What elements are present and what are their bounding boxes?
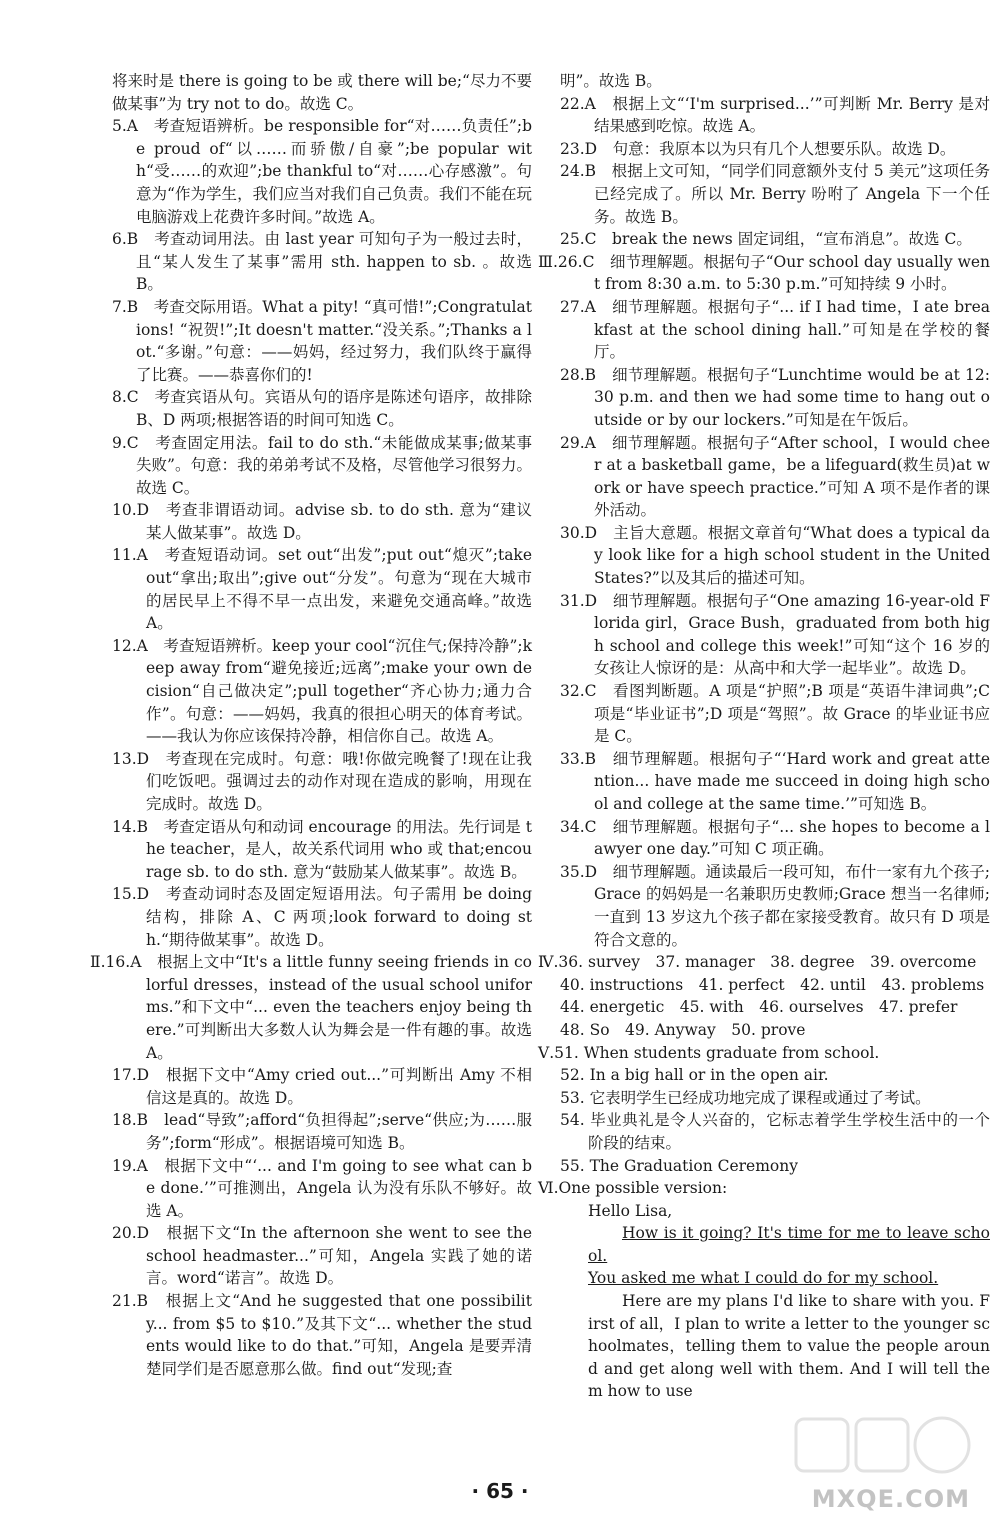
right-column-entry: 54. 毕业典礼是令人兴奋的，它标志着学生学校生活中的一个阶段的结束。	[560, 1111, 990, 1152]
right-column-entry: 31.D 细节理解题。根据句子“One amazing 16-year-old Florida girl，Grace Bush，graduated from both high school and college this week!”可知“这个 16 岁的女孩让人惊讶的是：从高中和大学一起毕业”。故选 D。	[560, 591, 990, 678]
letter-underlined-line-2: You asked me what I could do for my school.	[588, 1269, 939, 1288]
right-column-entry: 28.B 细节理解题。根据句子“Lunchtime would be at 12:30 p.m. and then we had some time to hang out outside or by our lockers.”可知是在午饭后。	[560, 365, 990, 429]
right-column-entry: 23.D 句意：我原本以为只有几个人想要乐队。故选 D。	[560, 139, 956, 158]
left-column-entry: 21.B 根据上文“And he suggested that one possibility... from $5 to $10.”及其下文“... whether the students would like to do that.”可知，Angela 是要弄清楚同学们是否愿意那么做。find out“发现;查	[112, 1292, 532, 1378]
watermark-logo	[788, 1413, 978, 1485]
left-column	[90, 70, 532, 1380]
right-column-entry: 52. In a big hall or in the open air.	[560, 1066, 829, 1085]
right-column-entry: Ⅳ.36. survey 37. manager 38. degree 39. overcome	[538, 953, 977, 972]
left-column-entry: Ⅱ.16.A 根据上文中“It's a little funny seeing friends in colorful dresses，instead of the usual school uniforms.”和下文中“... even the teachers enjoy being there.”可判断出大多数人认为舞会是一件有趣的事。故选 A。	[90, 953, 532, 1062]
right-column-entry: 明”。故选 B。	[560, 72, 662, 90]
right-column-entry: Ⅲ.26.C 细节理解题。根据句子“Our school day usually went from 8:30 a.m. to 5:30 p.m.”可知持续 9 小时。	[538, 252, 990, 294]
left-column-entry: 5.A 考查短语辨析。be responsible for“对……负责任”;be proud of“以……而骄傲/自豪”;be popular with“受……的欢迎”;be thankful to“对……心存感激”。句意为“作为学生，我们应当对我们自己负责。我们不能在玩电脑游戏上花费许多时间。”故选 A。	[112, 117, 532, 226]
left-column-entry: 17.D 根据下文中“Amy cried out...”可判断出 Amy 不相信这是真的。故选 D。	[112, 1066, 532, 1107]
left-column-entry: 8.C 考查宾语从句。宾语从句的语序是陈述句语序，故排除 B、D 两项;根据答语的时间可知选 C。	[112, 388, 532, 429]
left-column-entry: 7.B 考查交际用语。What a pity! “真可惜!”;Congratulations! “祝贺!”;It doesn't matter.“没关系。”;Thanks a lot.“多谢。”句意：——妈妈，经过努力，我们队终于赢得了比赛。——恭喜你们的!	[112, 297, 532, 384]
left-column-entry: 15.D 考查动词时态及固定短语用法。句子需用 be doing 结构，排除 A、C 两项;look forward to doing sth.“期待做某事”。故选 D。	[112, 885, 532, 949]
left-column-entry: 19.A 根据下文中“‘... and I'm going to see what can be done.’”可推测出，Angela 认为没有乐队不够好。故选 A。	[112, 1156, 532, 1220]
right-column-entry: 35.D 细节理解题。通读最后一段可知，布什一家有九个孩子;Grace 的妈妈是一名兼职历史教师;Grace 想当一名律师;一直到 13 岁这九个孩子都在家接受教育。故只有 D 项是符合文意的。	[560, 862, 990, 949]
left-column-entry: 6.B 考查动词用法。由 last year 可知句子为一般过去时，且“某人发生了某事”需用 sth. happen to sb. 。故选 B。	[112, 230, 532, 294]
right-column-entry: Ⅴ.51. When students graduate from school.	[538, 1043, 880, 1062]
right-column-entry: 44. energetic 45. with 46. ourselves 47. prefer	[560, 998, 958, 1017]
left-column-entry: 将来时是 there is going to be 或 there will be;“尽力不要做某事”为 try not to do。故选 C。	[112, 72, 532, 113]
right-column-entry: 25.C break the news 固定词组，“宣布消息”。故选 C。	[560, 230, 972, 249]
left-column-entry: 20.D 根据下文“In the afternoon she went to see the school headmaster...”可知，Angela 实践了她的诺言。word“诺言”。故选 D。	[112, 1224, 532, 1288]
left-column-entry: 13.D 考查现在完成时。句意：哦!你做完晚餐了!现在让我们吃饭吧。强调过去的动作对现在造成的影响，用现在完成时。故选 D。	[112, 749, 532, 813]
right-column-entry: 29.A 细节理解题。根据句子“After school，I would cheer at a basketball game，be a lifeguard(救生员)at work or have speech practice.”可知 A 项不是作者的课外活动。	[560, 433, 990, 520]
left-column-entry: 10.D 考查非谓语动词。advise sb. to do sth. 意为“建议某人做某事”。故选 D。	[112, 501, 532, 542]
right-column-entry: 40. instructions 41. perfect 42. until 43. problems	[560, 975, 985, 994]
left-column-entry: 11.A 考查短语动词。set out“出发”;put out“熄灭”;take out“拿出;取出”;give out“分发”。句意为“现在大城市的居民早上不得不早一点出发，来避免交通高峰。”故选 A。	[112, 546, 532, 633]
right-column-entry: 33.B 细节理解题。根据句子“‘Hard work and great attention... have made me succeed in doing high school and college at the same time.’”可知选 B。	[560, 749, 990, 813]
left-column-entry: 14.B 考查定语从句和动词 encourage 的用法。先行词是 the teacher，是人，故关系代词用 who 或 that;encourage sb. to do sth. 意为“鼓励某人做某事”。故选 B。	[112, 817, 532, 881]
letter-paragraph: Here are my plans I'd like to share with you. First of all，I plan to write a letter to the younger schoolmates，telling them to value the people around and get along well with them. And I will tell them how to use	[588, 1292, 990, 1401]
right-column-entry: 24.B 根据上文可知，“同学们同意额外支付 5 美元”这项任务已经完成了。所以 Mr. Berry 吩咐了 Angela 下一个任务。故选 B。	[560, 162, 990, 226]
letter-underlined-line-1: How is it going? It's time for me to leave school.	[588, 1224, 990, 1265]
right-column-entry: 48. So 49. Anyway 50. prove	[560, 1020, 806, 1039]
left-column-entry: 18.B lead“导致”;afford“负担得起”;serve“供应;为……服务”;form“形成”。根据语境可知选 B。	[112, 1111, 532, 1152]
left-column-entry: 9.C 考查固定用法。fail to do sth.“未能做成某事;做某事失败”。句意：我的弟弟考试不及格，尽管他学习很努力。故选 C。	[112, 433, 532, 497]
right-column-entry: Ⅵ.One possible version:	[538, 1179, 728, 1198]
page-number: · 65 ·	[471, 1479, 529, 1503]
right-column-entry: 30.D 主旨大意题。根据文章首句“What does a typical day look like for a high school student in the United States?”以及其后的描述可知。	[560, 523, 990, 588]
letter-greeting: Hello Lisa,	[588, 1201, 673, 1220]
right-column-entry: 27.A 细节理解题。根据句子“... if I had time，I ate breakfast at the school dining hall.”可知是在学校的餐厅。	[560, 297, 990, 362]
right-column-entry: 34.C 细节理解题。根据句子“... she hopes to become a lawyer one day.”可知 C 项正确。	[560, 817, 990, 859]
right-column-entry: 53. 它表明学生已经成功地完成了课程或通过了考试。	[560, 1088, 931, 1107]
watermark-url: MXQE.COM	[811, 1485, 970, 1513]
sample-letter	[588, 1200, 990, 1403]
left-column-entry: 12.A 考查短语辨析。keep your cool“沉住气;保持冷静”;keep away from“避免接近;远离”;make your own decision“自己做决定”;pull together“齐心协力;通力合作”。句意：——妈妈，我真的很担心明天的体育考试。——我认为你应该保持冷静，相信你自己。故选 A。	[112, 636, 532, 746]
right-column-entry: 32.C 看图判断题。A 项是“护照”;B 项是“英语牛津词典”;C 项是“毕业证书”;D 项是“驾照”。故 Grace 的毕业证书应是 C。	[560, 682, 990, 746]
right-column	[538, 70, 990, 1403]
right-column-entry: 55. The Graduation Ceremony	[560, 1156, 798, 1175]
right-column-entry: 22.A 根据上文“‘I'm surprised...’”可判断 Mr. Berry 是对结果感到吃惊。故选 A。	[560, 94, 990, 136]
